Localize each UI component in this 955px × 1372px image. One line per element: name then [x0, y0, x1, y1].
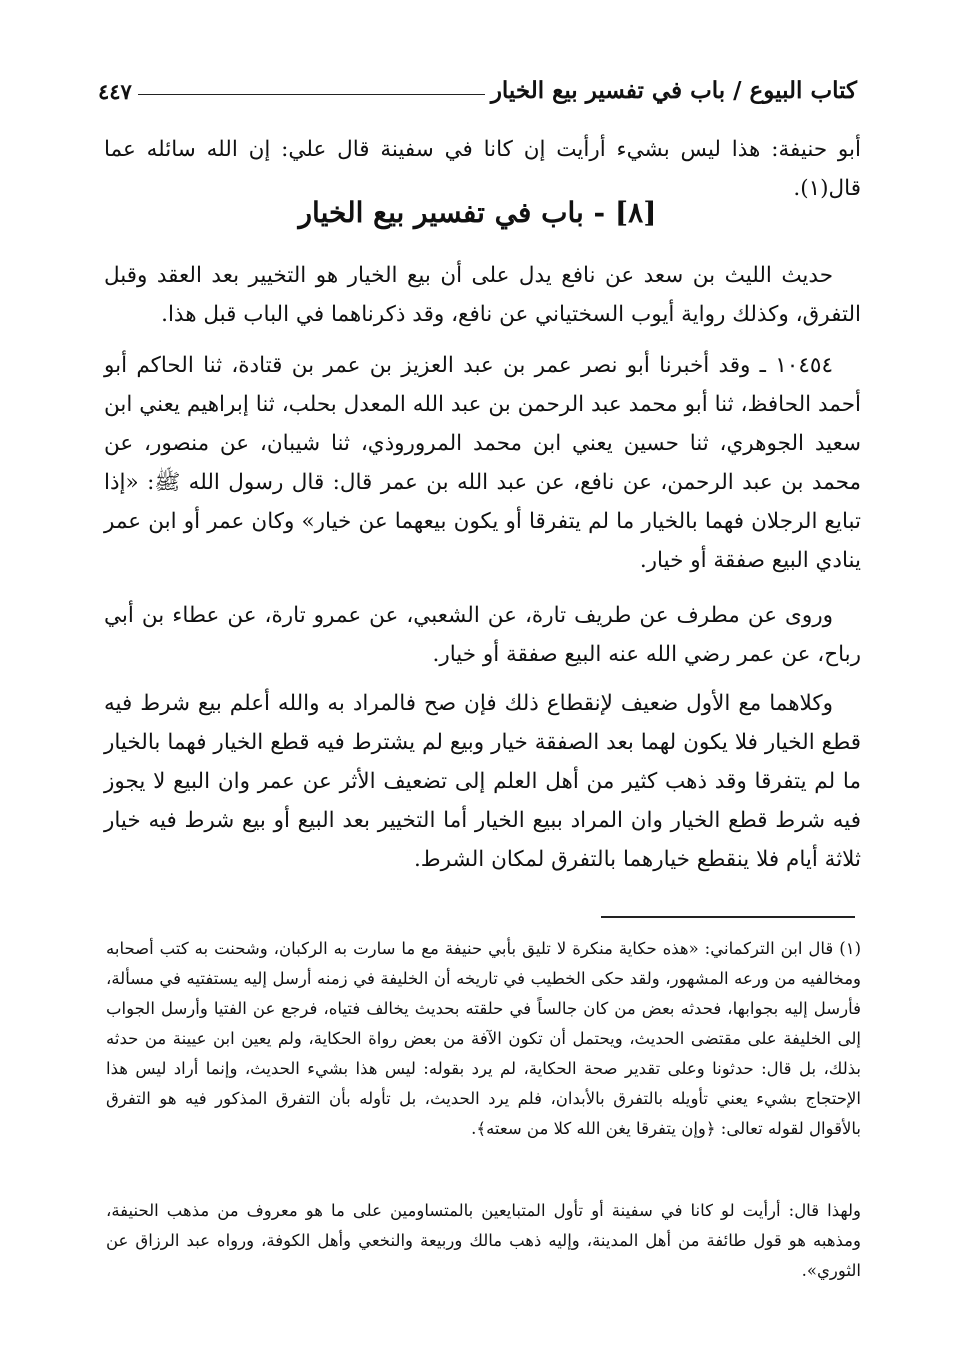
footnote-continuation	[106, 1196, 861, 1286]
paragraph	[104, 256, 861, 334]
footnote-text: ولهذا قال: أرأيت لو كانا في سفينة أو تأول المتبايعين بالمتساومين على ما هو معروف من مذهب الحنيفة، ومذهبه هو قول طائفة من أهل المدينة، وإليه ذهب مالك وربيعة والنخعي وأهل الكوفة، ورواه عبد الرزاق عن الثوري».	[106, 1201, 861, 1280]
footnote-divider	[601, 916, 855, 918]
intro-text: أبو حنيفة: هذا ليس بشيء أرأيت إن كانا في سفينة قال علي: إن الله سائله عما قال(١).	[104, 137, 861, 201]
running-title: كتاب البيوع / باب في تفسير بيع الخيار	[490, 77, 857, 104]
paragraph	[104, 596, 861, 674]
paragraph-text: وروى عن مطرف عن طريف تارة، عن الشعبي، عن عمرو تارة، عن عطاء بن أبي رباح، عن عمر رضي الله عنه البيع صفقة أو خيار.	[104, 603, 861, 667]
running-header	[98, 72, 857, 104]
paragraph-text: وكلاهما مع الأول ضعيف لإنقطاع ذلك فإن صح فالمراد به والله أعلم بيع شرط فيه قطع الخيار فلا يكون لهما بعد الصفقة خيار وبيع لم يشترط فيه قطع الخيار فهما بالخيار ما لم يتفرقا وقد ذهب كثير من أهل العلم إلى تضعيف الأثر عن عمر وان البيع لا يجوز فيه شرط قطع الخيار وان المراد ببيع الخيار أما التخيير بعد البيع أو بيع شرط فيه خيار ثلاثة أيام فلا ينقطع خيارهما بالتفرق لمكان الشرط.	[104, 691, 861, 872]
chapter-title: [٨] - باب في تفسير بيع الخيار	[298, 196, 657, 229]
page-number: ٤٤٧	[98, 79, 132, 104]
hadith-paragraph	[104, 346, 861, 580]
paragraph-text: ١٠٤٥٤ ـ وقد أخبرنا أبو نصر عمر بن عبد العزيز بن عمر بن قتادة، ثنا الحاكم أبو أحمد الحافظ، ثنا أبو محمد عبد الرحمن بن عبد الله المعدل بحلب، ثنا إبراهيم يعني ابن سعيد الجوهري، ثنا حسين يعني ابن محمد المروروذي، ثنا شيبان، عن منصور، عن محمد بن عبد الرحمن، عن نافع، عن عبد الله بن عمر قال: قال رسول الله ﷺ: «إذا تبايع الرجلان فهما بالخيار ما لم يتفرقا أو يكون بيعهما عن خيار» وكان عمر أو ابن عمر ينادي البيع صفقة أو خيار.	[104, 353, 861, 573]
footnote-text: (١) قال ابن التركماني: «هذه حكاية منكرة لا تليق بأبي حنيفة مع ما سارت به الركبان، وشحنت به كتب أصحابه ومخالفيه من ورعه المشهور، ولقد حكى الخطيب في تاريخه أن الخليفة في زمنه أرسل إليه يستفتيه في مسألة، فأرسل إليه بجوابها، فحدثه بعض من كان جالساً في حلقته بحديث يخالف فتياه، فرجع عن الفتيا وأرسل الجواب إلى الخليفة على مقتضى الحديث، ويحتمل أن تكون الآفة من بعض رواة الحكاية، ولم يعين ابن عيينة من حدثه بذلك، بل قال: حدثونا وعلى تقدير صحة الحكاية، لم يرد بقوله: ليس هذا بشيء الحديث، وإنما أراد ليس هذا الإحتجاج بشيء يعني تأويله بالتفرق بالأبدان، فلم يرد الحديث، بل تأوله بأن التفرق المذكور فيه هو التفرق بالأقوال لقوله تعالى: ﴿وإن يتفرقا يغن الله كلا من سعته﴾.	[106, 939, 861, 1138]
paragraph	[104, 684, 861, 879]
header-rule	[138, 94, 485, 95]
paragraph-text: حديث الليث بن سعد عن نافع يدل على أن بيع الخيار هو التخيير بعد العقد وقبل التفرق، وكذلك رواية أيوب السختياني عن نافع، وقد ذكرناهما في الباب قبل هذا.	[104, 263, 861, 327]
footnote	[106, 934, 861, 1144]
